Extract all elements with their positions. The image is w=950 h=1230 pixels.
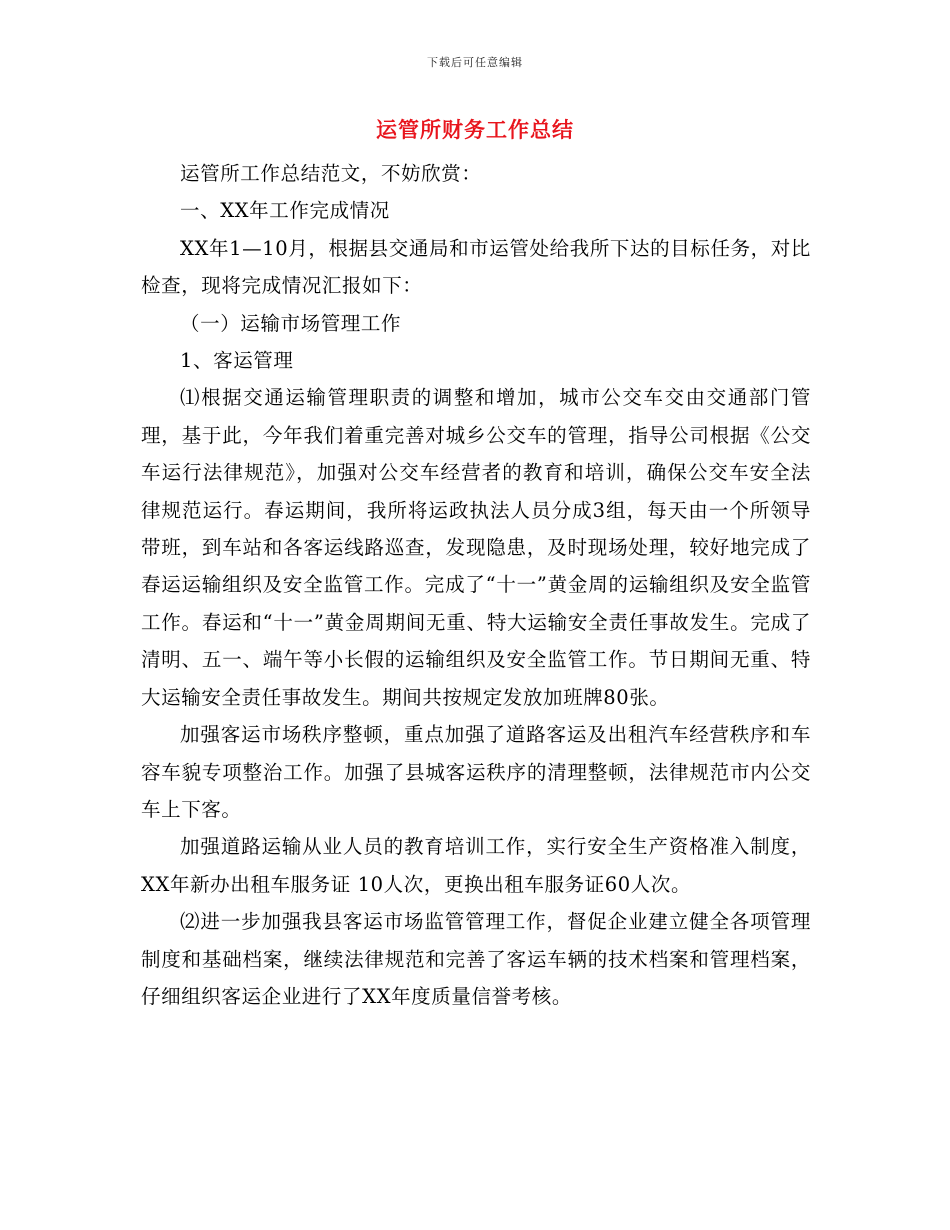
header-note: 下载后可任意编辑 (427, 56, 523, 69)
paragraph: XX年1—10月，根据县交通局和市运管处给我所下达的目标任务，对比检查，现将完成情况汇报如下： (141, 236, 811, 298)
document-title: 运管所财务工作总结 (376, 117, 574, 142)
paragraph: 加强客运市场秩序整顿，重点加强了道路客运及出租汽车经营秩序和车容车貌专项整治工作。加强了县城客运秩序的清理整顿，法律规范市内公交车上下客。 (141, 723, 811, 821)
paragraph: 加强道路运输从业人员的教育培训工作，实行安全生产资格准入制度，XX年新办出租车服务证 10人次，更换出租车服务证60人次。 (141, 835, 811, 896)
item-heading: 1、客运管理 (180, 349, 294, 373)
paragraph: ⑴根据交通运输管理职责的调整和增加，城市公交车交由交通部门管理，基于此，今年我们着重完善对城乡公交车的管理，指导公司根据《公交车运行法律规范》，加强对公交车经营者的教育和培训，确保公交车安全法律规范运行。春运期间，我所将运政执法人员分成3组，每天由一个所领导带班，到车站和各客运线路巡查，发现隐患，及时现场处理，较好地完成了春运运输组织及安全监管工作。完成了“十一”黄金周的运输组织及安全监管工作。春运和“十一”黄金周期间无重、特大运输安全责任事故发生。完成了清明、五一、端午等小长假的运输组织及安全监管工作。节日期间无重、特大运输安全责任事故发生。期间共按规定发放加班牌80张。 (141, 386, 811, 709)
subsection-heading: （一）运输市场管理工作 (180, 311, 402, 335)
document-body (141, 155, 811, 1015)
paragraph: ⑵进一步加强我县客运市场监管管理工作，督促企业建立健全各项管理制度和基础档案，继续法律规范和完善了客运车辆的技术档案和管理档案，仔细组织客运企业进行了XX年度质量信誉考核。 (141, 910, 811, 1008)
section-heading: 一、XX年工作完成情况 (180, 199, 390, 223)
paragraph-intro: 运管所工作总结范文，不妨欣赏： (180, 162, 482, 185)
